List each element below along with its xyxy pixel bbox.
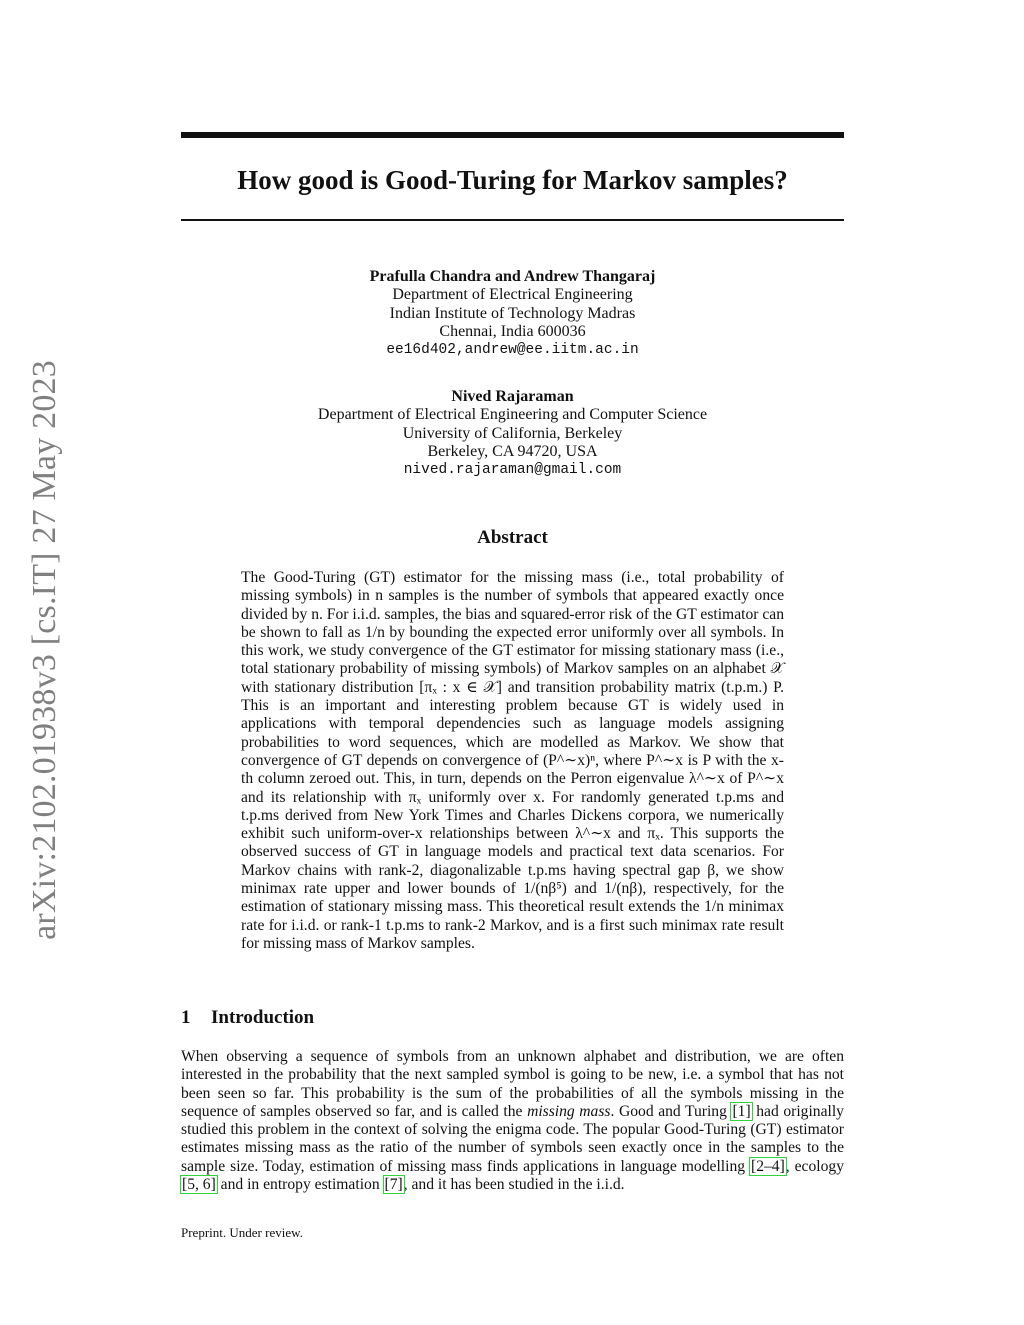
title-top-rule: [181, 132, 844, 138]
footer-note: Preprint. Under review.: [181, 1225, 303, 1240]
intro-text: had originally studied this problem in the context of solving the enigma code. The popular Good-Turing (GT) estimator estimates missing mass as the ratio of the number of symbols seen exactly once in the samples to the sample size. Today, estimation of missing mass finds applications in language modelling: [181, 1102, 844, 1175]
abstract-heading: Abstract: [477, 527, 548, 548]
affiliation-line: Department of Electrical Engineering: [392, 286, 633, 304]
intro-text: and in entropy estimation: [216, 1176, 384, 1194]
affiliation-line: Chennai, India 600036: [439, 322, 586, 340]
author-email: nived.rajaraman@gmail.com: [403, 462, 622, 479]
author-block-2: [181, 388, 844, 479]
author-email: ee16d402,andrew@ee.iitm.ac.in: [386, 342, 639, 359]
section-heading: [181, 1007, 314, 1029]
arxiv-identifier-text: arXiv:2102.01938v3 [cs.IT] 27 May 2023: [26, 360, 63, 940]
intro-text: , and it has been studied in the i.i.d.: [403, 1176, 625, 1194]
affiliation-line: University of California, Berkeley: [402, 424, 623, 442]
intro-text: . Good and Turing: [610, 1102, 732, 1120]
title-bottom-rule: [181, 219, 844, 221]
author-block-1: [181, 268, 844, 359]
affiliation-line: Department of Electrical Engineering and Computer Science: [317, 406, 708, 424]
section-number: 1: [181, 1007, 191, 1028]
section-title: Introduction: [211, 1007, 315, 1028]
citation-link[interactable]: [5, 6]: [182, 1176, 216, 1194]
affiliation-line: Indian Institute of Technology Madras: [389, 304, 636, 322]
affiliation-line: Berkeley, CA 94720, USA: [427, 442, 598, 460]
citation-link[interactable]: [7]: [384, 1176, 403, 1194]
author-names: Prafulla Chandra and Andrew Thangaraj: [369, 268, 656, 285]
abstract-body: The Good-Turing (GT) estimator for the missing mass (i.e., total probability of missing symbols) in n samples is the number of symbols that appeared exactly once divided by n. For i.i.d. samples, the bias and squared-error risk of the GT estimator can be shown to fall as 1/n by bounding the expected error uniformly over all symbols. In this work, we study convergence of the GT estimator for missing stationary mass (i.e., total stationary probability of missing symbols) of Markov samples on an alphabet 𝒳 with stationary distribution [πₓ : x ∈ 𝒳] and transition probability matrix (t.p.m.) P. This is an important and interesting problem because GT is widely used in applications with temporal dependencies such as language models assigning probabilities to word sequences, which are modelled as Markov. We show that convergence of GT depends on convergence of (P^∼x)ⁿ, where P^∼x is P with the x-th column zeroed out. This, in turn, depends on the Perron eigenvalue λ^∼x of P^∼x and its relationship with πₓ uniformly over x. For randomly generated t.p.ms and t.p.ms derived from New York Times and Charles Dickens corpora, we numerically exhibit such uniform-over-x relationships between λ^∼x and πₓ. This supports the observed success of GT in language models and practical text data scenarios. For Markov chains with rank-2, diagonalizable t.p.ms having spectral gap β, we show minimax rate upper and lower bounds of 1/(nβ⁵) and 1/(nβ), respectively, for the estimation of stationary missing mass. This theoretical result extends the 1/n minimax rate for i.i.d. or rank-1 t.p.ms to rank-2 Markov, and is a first such minimax rate result for missing mass of Markov samples.: [241, 569, 784, 952]
intro-emphasis: missing mass: [527, 1102, 611, 1120]
citation-link[interactable]: [2–4]: [751, 1157, 785, 1175]
intro-text: When observing a sequence of symbols from an unknown alphabet and distribution, we are often interested in the probability that the next sampled symbol is going to be new, i.e. a symbol that has not been seen so far. This probability is the sum of the probabilities of all the symbols missing in the sequence of samples observed so far, and is called the: [181, 1048, 844, 1120]
citation-link[interactable]: [1]: [732, 1102, 751, 1120]
introduction-paragraph: [181, 1048, 844, 1194]
arxiv-identifier: [25, 350, 65, 950]
intro-text: , ecology: [785, 1157, 844, 1175]
author-names: Nived Rajaraman: [451, 388, 574, 405]
paper-title: How good is Good-Turing for Markov samples?: [237, 165, 788, 195]
